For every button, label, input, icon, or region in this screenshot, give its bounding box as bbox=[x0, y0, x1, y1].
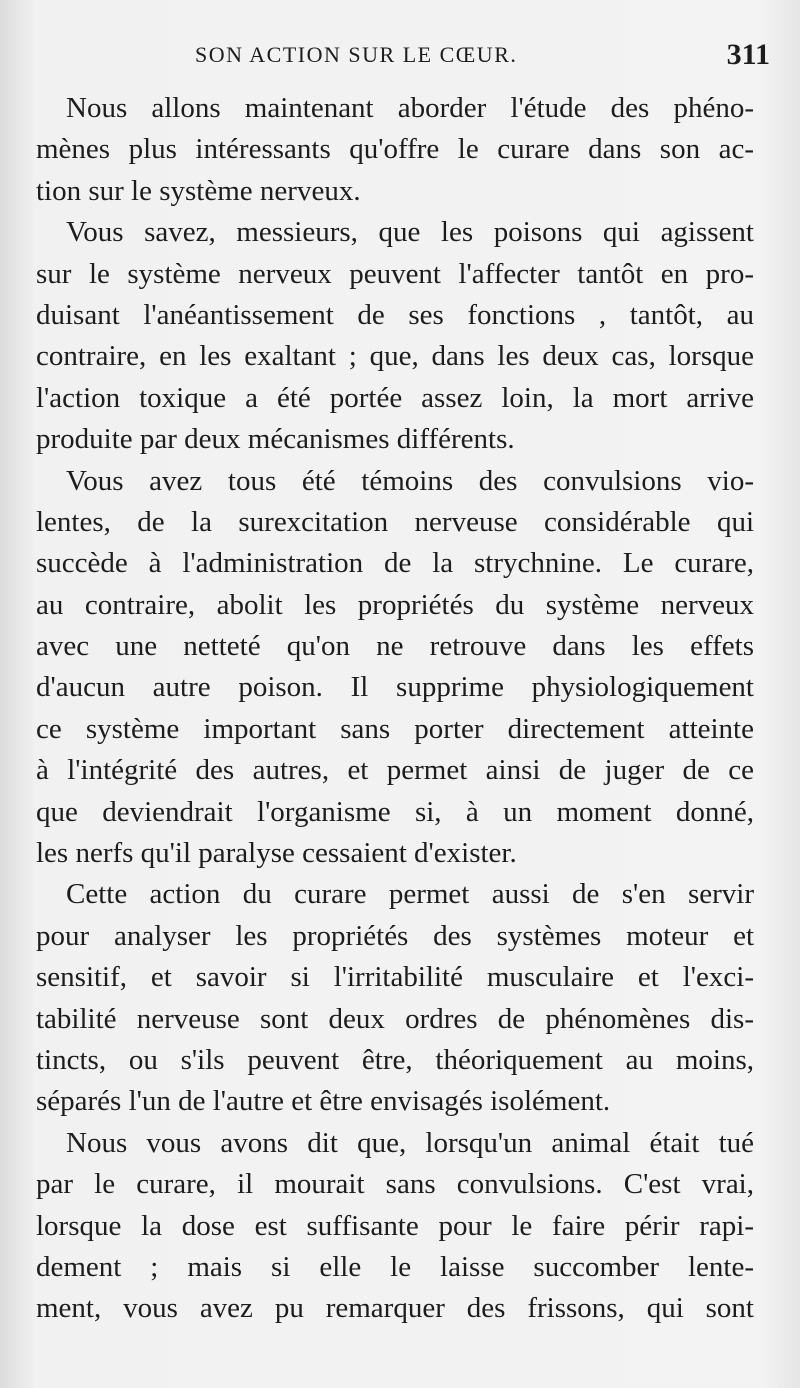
text-line: avec une netteté qu'on ne retrouve dans les effets bbox=[36, 630, 754, 663]
text-line: l'action toxique a été portée assez loin, la mort arrive bbox=[36, 381, 754, 414]
text-line: à l'intégrité des autres, et permet ainsi de juger de ce bbox=[36, 754, 754, 787]
running-title: SON ACTION SUR LE CŒUR. bbox=[195, 42, 518, 67]
text-line: d'aucun autre poison. Il supprime physiologiquement bbox=[36, 671, 754, 704]
text-line: lentes, de la surexcitation nerveuse considérable qui bbox=[36, 505, 754, 538]
body-text bbox=[36, 88, 754, 1330]
text-line: que deviendrait l'organisme si, à un moment donné, bbox=[36, 795, 754, 828]
paragraph bbox=[36, 1123, 754, 1330]
text-line: Vous savez, messieurs, que les poisons qui agissent bbox=[66, 216, 754, 249]
text-line: ce système important sans porter directement atteinte bbox=[36, 712, 754, 745]
text-line: sur le système nerveux peuvent l'affecter tantôt en pro- bbox=[36, 257, 754, 290]
page-number: 311 bbox=[726, 38, 770, 71]
text-line: Nous vous avons dit que, lorsqu'un animal était tué bbox=[66, 1126, 754, 1159]
text-line: produite par deux mécanismes différents. bbox=[36, 423, 515, 456]
paragraph bbox=[36, 461, 754, 875]
text-line: tion sur le système nerveux. bbox=[36, 174, 361, 207]
text-line: Cette action du curare permet aussi de s'en servir bbox=[66, 878, 754, 911]
text-line: Vous avez tous été témoins des convulsions vio- bbox=[66, 464, 754, 497]
text-line: Nous allons maintenant aborder l'étude des phéno- bbox=[66, 92, 754, 124]
text-line: tincts, ou s'ils peuvent être, théoriquement au moins, bbox=[36, 1043, 754, 1076]
text-line: duisant l'anéantissement de ses fonctions , tantôt, au bbox=[36, 298, 754, 331]
text-line: mènes plus intéressants qu'offre le curare dans son ac- bbox=[36, 133, 754, 166]
paragraph bbox=[36, 212, 754, 460]
text-line: ment, vous avez pu remarquer des frissons, qui sont bbox=[36, 1292, 754, 1325]
text-line: séparés l'un de l'autre et être envisagés isolément. bbox=[36, 1085, 611, 1118]
text-line: dement ; mais si elle le laisse succomber lente- bbox=[36, 1250, 754, 1283]
text-line: au contraire, abolit les propriétés du système nerveux bbox=[36, 588, 754, 621]
text-line: les nerfs qu'il paralyse cessaient d'exister. bbox=[36, 837, 517, 870]
paragraph bbox=[36, 874, 754, 1122]
paragraph bbox=[36, 88, 754, 212]
text-line: succède à l'administration de la strychnine. Le curare, bbox=[36, 547, 754, 580]
text-line: tabilité nerveuse sont deux ordres de phénomènes dis- bbox=[36, 1002, 754, 1035]
text-line: contraire, en les exaltant ; que, dans les deux cas, lorsque bbox=[36, 340, 754, 373]
running-head bbox=[0, 38, 800, 78]
text-line: lorsque la dose est suffisante pour le faire périr rapi- bbox=[36, 1209, 754, 1242]
text-line: sensitif, et savoir si l'irritabilité musculaire et l'exci- bbox=[36, 961, 754, 994]
text-line: pour analyser les propriétés des systèmes moteur et bbox=[36, 919, 754, 952]
text-line: par le curare, il mourait sans convulsions. C'est vrai, bbox=[36, 1168, 754, 1201]
